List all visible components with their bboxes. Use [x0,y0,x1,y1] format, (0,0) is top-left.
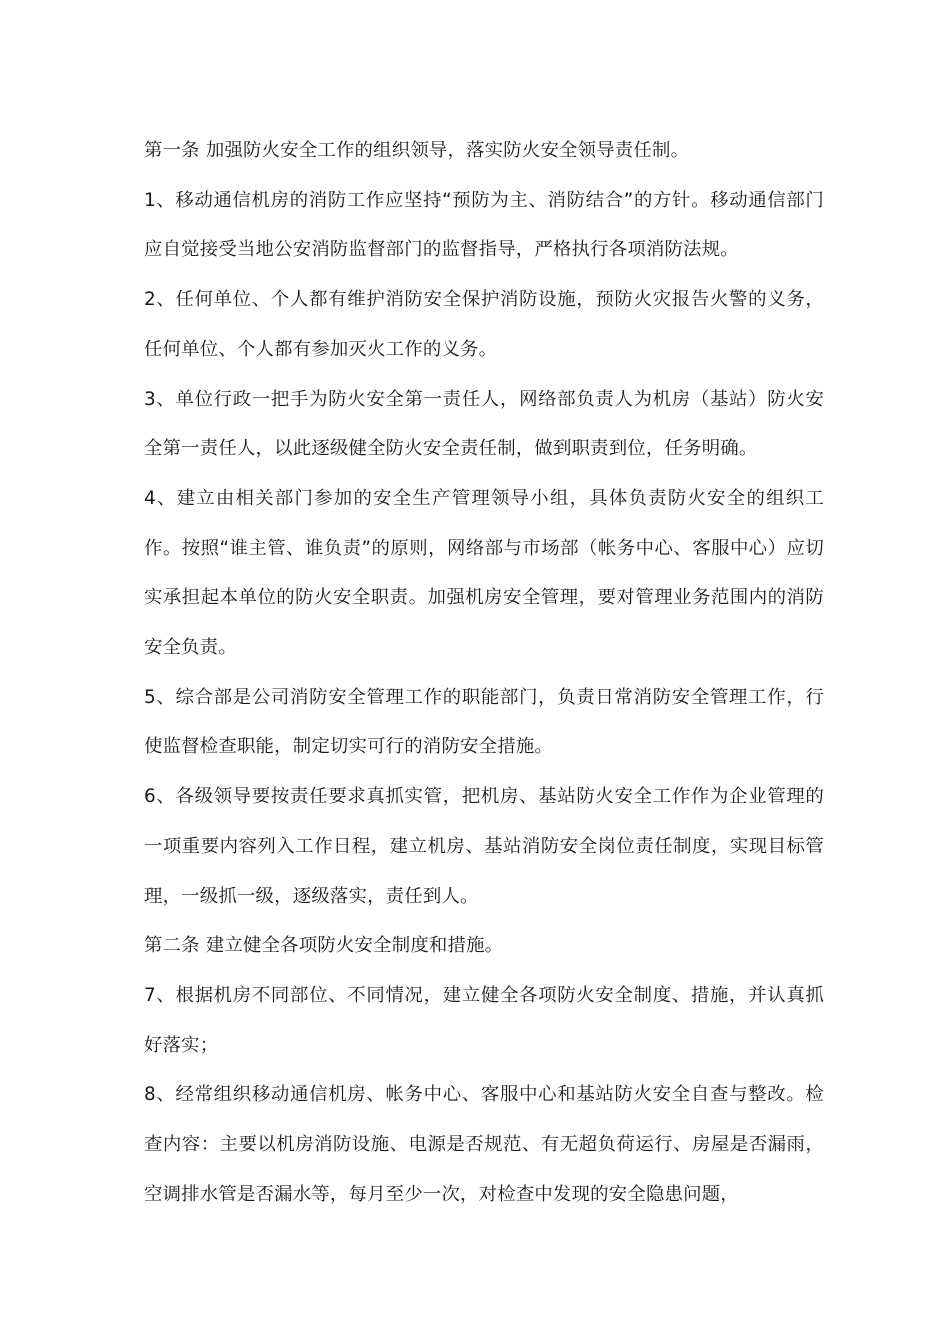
article-1-heading: 第一条 加强防火安全工作的组织领导，落实防火安全领导责任制。 [144,140,690,161]
clause-5-paragraph: 5、综合部是公司消防安全管理工作的职能部门，负责日常消防安全管理工作，行使监督检查职能，制定切实可行的消防安全措施。 [144,686,824,758]
clause-2-paragraph: 2、任何单位、个人都有维护消防安全保护消防设施，预防火灾报告火警的义务，任何单位、个人都有参加灭火工作的义务。 [144,289,824,360]
clause-4-paragraph: 4、建立由相关部门参加的安全生产管理领导小组，具体负责防火安全的组织工作。按照“谁主管、谁负责”的原则，网络部与市场部（帐务中心、客服中心）应切实承担起本单位的防火安全职责。加强机房安全管理，要对管理业务范围内的消防安全负责。 [144,487,824,659]
clause-6-paragraph: 6、各级领导要按责任要求真抓实管，把机房、基站防火安全工作作为企业管理的一项重要内容列入工作日程，建立机房、基站消防安全岗位责任制度，实现目标管理，一级抓一级，逐级落实，责任到人。 [144,786,824,907]
article-2-heading: 第二条 建立健全各项防火安全制度和措施。 [144,935,504,957]
document-body [144,126,824,1219]
clause-7-paragraph: 7、根据机房不同部位、不同情况，建立健全各项防火安全制度、措施，并认真抓好落实； [144,984,824,1056]
clause-3-paragraph: 3、单位行政一把手为防火安全第一责任人，网络部负责人为机房（基站）防火安全第一责任人，以此逐级健全防火安全责任制，做到职责到位，任务明确。 [144,388,824,460]
clause-8-paragraph: 8、经常组织移动通信机房、帐务中心、客服中心和基站防火安全自查与整改。检查内容：主要以机房消防设施、电源是否规范、有无超负荷运行、房屋是否漏雨，空调排水管是否漏水等，每月至少一次，对检查中发现的安全隐患问题， [144,1084,824,1205]
clause-1-paragraph: 1、移动通信机房的消防工作应坚持“预防为主、消防结合”的方针。移动通信部门应自觉接受当地公安消防监督部门的监督指导，严格执行各项消防法规。 [144,189,824,261]
